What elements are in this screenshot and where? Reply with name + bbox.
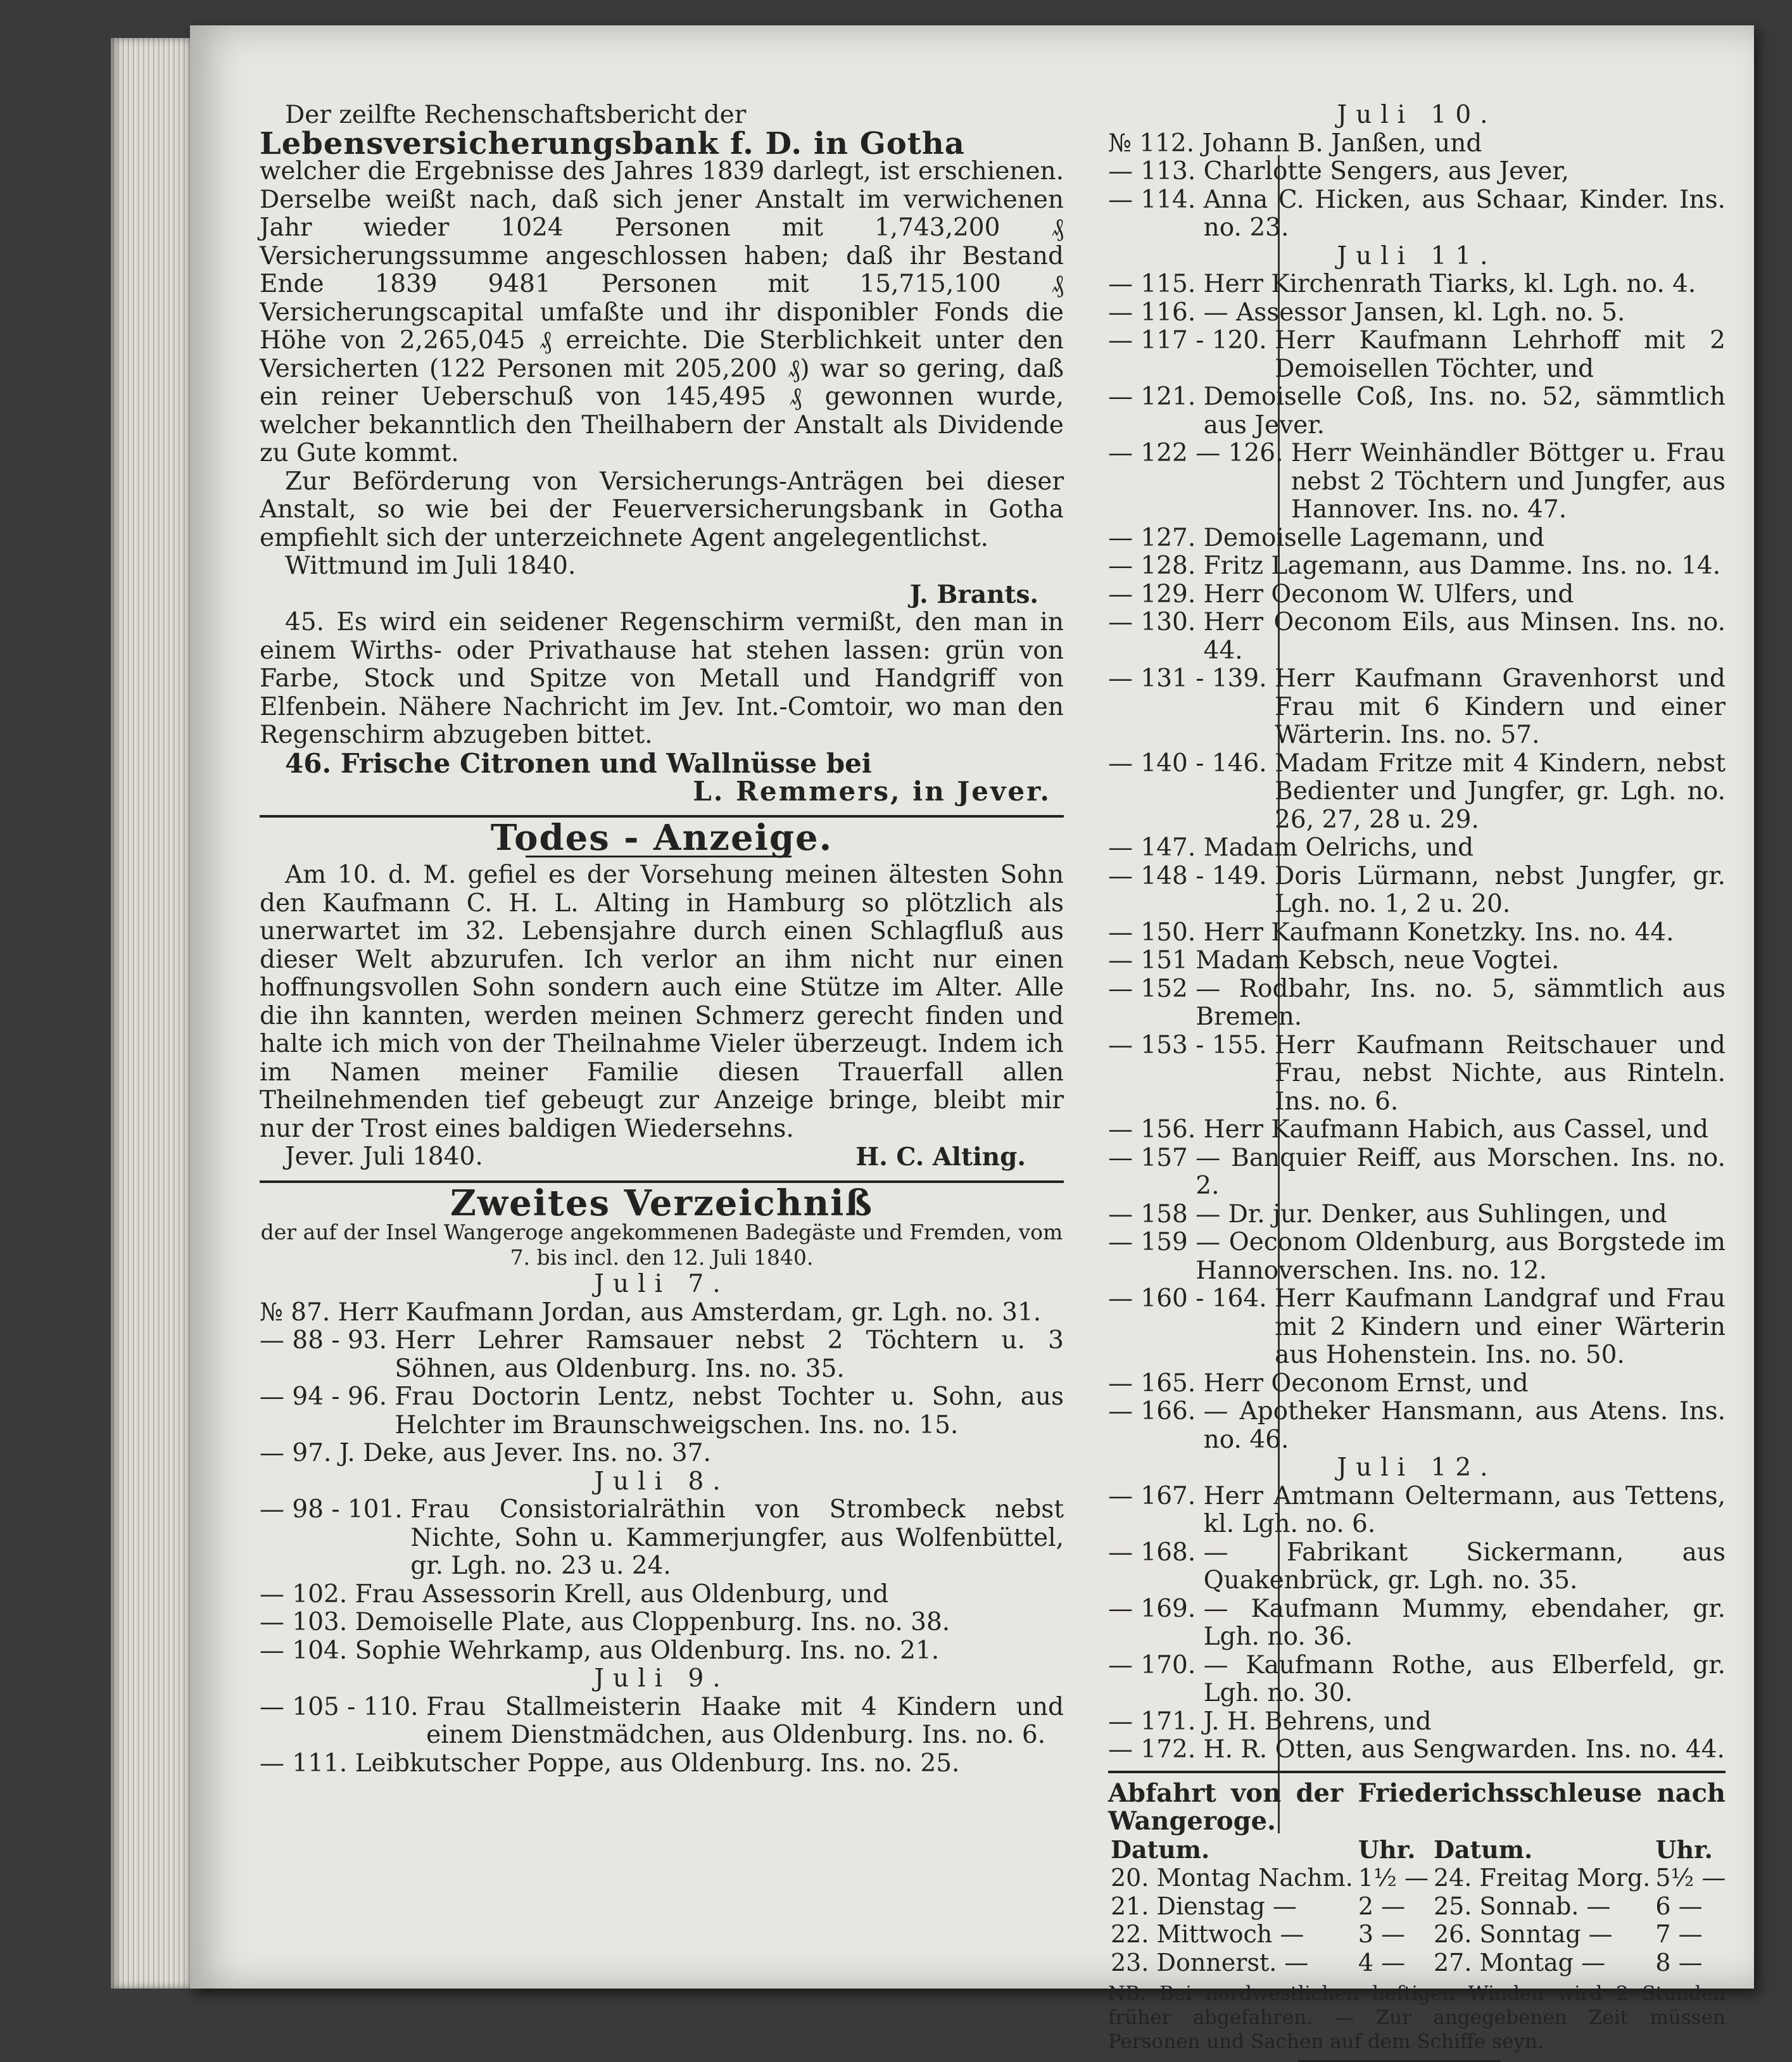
register-entry-number: — 159 xyxy=(1108,1228,1188,1256)
notice-44-title: Lebensversicherungsbank f. D. in Gotha xyxy=(260,125,965,161)
register-entry-text: Herr Kirchenrath Tiarks, kl. Lgh. no. 4. xyxy=(1203,270,1696,298)
register-entry xyxy=(1108,1539,1726,1595)
register-entry xyxy=(260,1609,1064,1637)
register-entry-number: № 112. xyxy=(1108,129,1195,158)
register-entry xyxy=(260,1750,1064,1778)
register-entry xyxy=(1108,440,1726,524)
schedule-cell: 7 — xyxy=(1655,1920,1703,1948)
register-entry-number: — 131 - 139. xyxy=(1108,664,1267,693)
register-entry xyxy=(1108,1370,1726,1398)
register-entry xyxy=(1108,1116,1726,1144)
register-entry-text: — Oeconom Oldenburg, aus Borgstede im Hannoverschen. Ins. no. 12. xyxy=(1196,1228,1726,1285)
register-entry xyxy=(1108,609,1726,665)
death-notice-signature-row xyxy=(260,1143,1064,1172)
register-entry-text: J. Deke, aus Jever. Ins. no. 37. xyxy=(339,1439,711,1467)
register-entry-number: — 160 - 164. xyxy=(1108,1284,1267,1313)
register-entry xyxy=(260,1439,1064,1468)
schedule-rule xyxy=(1108,1771,1726,1773)
register-entry-text: Herr Kaufmann Habich, aus Cassel, und xyxy=(1203,1115,1709,1144)
register-entry xyxy=(1108,1285,1726,1370)
register-entry-text: Herr Oeconom W. Ulfers, und xyxy=(1203,579,1574,609)
register-entry-text: Frau Stallmeisterin Haake mit 4 Kindern und einem Dienstmädchen, aus Oldenburg. Ins. no. 6. xyxy=(426,1692,1064,1749)
register-entry-number: — 111. xyxy=(260,1749,348,1778)
register-entry-number: — 152 xyxy=(1108,974,1188,1003)
register-entry xyxy=(1108,665,1726,750)
register-entry xyxy=(1108,1736,1726,1764)
register-entry-number: — 117 - 120. xyxy=(1108,326,1267,355)
register-entry-text: — Apotheker Hansmann, aus Atens. Ins. no. 46. xyxy=(1203,1397,1726,1454)
notice-44-body-2: Zur Beförderung von Versicherungs-Anträgen bei dieser Anstalt, so wie bei der Feuerversicherungsbank in Gotha empfiehlt sich der unterzeichnete Agent angelegentlichst. xyxy=(260,467,1064,552)
register-entry xyxy=(1108,1229,1726,1285)
register-entry-number: — 148 - 149. xyxy=(1108,861,1267,890)
register-entry-text: — Banquier Reiff, aus Morschen. Ins. no. 2. xyxy=(1196,1143,1726,1200)
register-entry-text: Herr Kaufmann Reitschauer und Frau, nebst Nichte, aus Rinteln. Ins. no. 6. xyxy=(1275,1030,1726,1116)
register-entry xyxy=(1108,552,1726,581)
register-entry-number: — 98 - 101. xyxy=(260,1495,403,1524)
register-right-list xyxy=(1108,101,1726,1764)
register-entry-text: Herr Oeconom Eils, aus Minsen. Ins. no. 44. xyxy=(1203,608,1726,665)
register-entry-number: — 172. xyxy=(1108,1735,1196,1764)
register-entry-text: Demoiselle Coß, Ins. no. 52, sämmtlich aus Jever. xyxy=(1203,383,1726,440)
schedule-cell: 1½ — xyxy=(1358,1864,1429,1892)
register-entry xyxy=(1108,975,1726,1032)
schedule-title: Abfahrt von der Friederichsschleuse nach Wangeroge. xyxy=(1108,1778,1726,1836)
register-entry-number: — 94 - 96. xyxy=(260,1382,388,1411)
register-date-heading: Juli 11. xyxy=(1337,241,1497,270)
register-entry-number: — 102. xyxy=(260,1579,348,1609)
schedule-header-row xyxy=(1108,1836,1728,1864)
register-entry-text: Fritz Lagemann, aus Damme. Ins. no. 14. xyxy=(1203,552,1721,580)
schedule-header-date-2: Datum. xyxy=(1433,1835,1533,1864)
register-entry-text: — Fabrikant Sickermann, aus Quakenbrück, gr. Lgh. no. 35. xyxy=(1203,1538,1726,1595)
register-date-heading: Juli 7. xyxy=(594,1270,729,1298)
notice-44-place: Wittmund im Juli 1840. xyxy=(285,552,576,580)
register-entry xyxy=(1108,1652,1726,1708)
register-entry-text: Herr Kaufmann Konetzky. Ins. no. 44. xyxy=(1203,918,1674,947)
notice-46-signer: L. Remmers, in Jever. xyxy=(693,776,1051,807)
register-entry xyxy=(1108,186,1726,243)
register-entry xyxy=(1108,750,1726,835)
notice-44-signer: J. Brants. xyxy=(909,579,1038,609)
register-entry-text: Herr Amtmann Oeltermann, aus Tettens, kl. Lgh. no. 6. xyxy=(1203,1481,1726,1538)
notice-45: 45. Es wird ein seidener Regenschirm vermißt, den man in einem Wirths- oder Privathause hat stehen lassen: grün von Farbe, Stock und Spitze von Metall und Handgriff von Elfenbein. Nähere Nachricht im Jev. Int.-Comtoir, wo man den Regenschirm abzugeben bittet. xyxy=(260,608,1064,749)
schedule-header-date-1: Datum. xyxy=(1111,1835,1210,1864)
register-entry-number: — 153 - 155. xyxy=(1108,1030,1267,1059)
register-entry xyxy=(1108,1032,1726,1116)
register-entry xyxy=(1108,130,1726,158)
schedule-cell: 8 — xyxy=(1655,1948,1703,1977)
register-entry xyxy=(1108,299,1726,327)
register-entry-number: — 129. xyxy=(1108,579,1196,609)
register-entry-text: Doris Lürmann, nebst Jungfer, gr. Lgh. no. 1, 2 u. 20. xyxy=(1275,861,1726,918)
register-entry-text: Madam Fritze mit 4 Kindern, nebst Bedienter und Jungfer, gr. Lgh. no. 26, 27, 28 u. 29. xyxy=(1275,749,1726,834)
register-entry-number: — 156. xyxy=(1108,1115,1196,1144)
register-entry-text: Herr Kaufmann Gravenhorst und Frau mit 6 Kindern und einer Wärterin. Ins. no. 57. xyxy=(1275,664,1726,749)
schedule-cell: 25. Sonnab. — xyxy=(1433,1892,1611,1920)
register-entry-number: — 151 xyxy=(1108,946,1188,975)
schedule-cell: 24. Freitag Morg. xyxy=(1433,1864,1651,1892)
register-date-heading: Juli 12. xyxy=(1337,1453,1497,1482)
register-entry xyxy=(260,1581,1064,1609)
register-entry-text: — Dr. jur. Denker, aus Suhlingen, und xyxy=(1196,1199,1667,1229)
schedule-table xyxy=(1108,1836,1728,1977)
register-date-heading: Juli 10. xyxy=(1337,101,1497,129)
death-notice-signer: H. C. Alting. xyxy=(855,1142,1026,1172)
register-entry-number: — 170. xyxy=(1108,1650,1196,1679)
register-entry-number: — 158 xyxy=(1108,1199,1188,1229)
schedule-header-time-1: Uhr. xyxy=(1358,1835,1416,1864)
schedule-cell: 5½ — xyxy=(1655,1864,1726,1892)
register-entry-number: № 87. xyxy=(260,1298,331,1327)
register-entry xyxy=(1108,919,1726,947)
register-entry-text: Madam Kebsch, neue Vogtei. xyxy=(1196,946,1560,975)
schedule-header-time-2: Uhr. xyxy=(1655,1835,1713,1864)
register-entry-text: Frau Doctorin Lentz, nebst Tochter u. Sohn, aus Helchter im Braunschweigschen. Ins. no. 15. xyxy=(394,1382,1064,1439)
register-entry-number: — 128. xyxy=(1108,552,1196,580)
register-entry-text: Charlotte Sengers, aus Jever, xyxy=(1203,157,1570,186)
register-entry-text: Herr Kaufmann Jordan, aus Amsterdam, gr. Lgh. no. 31. xyxy=(338,1298,1042,1327)
register-entry-number: — 168. xyxy=(1108,1538,1196,1567)
death-notice-body: Am 10. d. M. gefiel es der Vorsehung meinen ältesten Sohn den Kaufmann C. H. L. Alting in Hamburg so plötzlich als unerwartet im 32. Lebensjahre durch einen Schlagfluß aus dieser Welt abzurufen. Ich verlor an ihm nicht nur einen hoffnungsvollen Sohn sondern auch eine Stütze im Alter. Alle die ihn kannten, werden meinen Schmerz gerecht finden und halte ich mich von der Theilnahme Vieler überzeugt. Indem ich im Namen meiner Familie diesen Trauerfall allen Theilnehmenden tief gebeugt zur Anzeige bringe, bleibt mir nur der Trost eines baldigen Wiedersehns. xyxy=(260,861,1064,1143)
schedule-cell: 6 — xyxy=(1655,1892,1703,1920)
register-entry-number: — 147. xyxy=(1108,833,1196,862)
register-entry-number: — 130. xyxy=(1108,608,1196,636)
register-entry-text: H. R. Otten, aus Sengwarden. Ins. no. 44. xyxy=(1203,1735,1725,1764)
register-entry-number: — 169. xyxy=(1108,1594,1196,1623)
register-entry-text: Frau Consistorialräthin von Strombeck nebst Nichte, Sohn u. Kammerjungfer, aus Wolfenbüttel, gr. Lgh. no. 23 u. 24. xyxy=(410,1495,1064,1580)
register-entry-text: Herr Kaufmann Lehrhoff mit 2 Demoisellen Töchter, und xyxy=(1275,326,1726,383)
schedule-cell: 4 — xyxy=(1358,1948,1406,1977)
register-subheading: der auf der Insel Wangeroge angekommenen Badegäste und Fremden, vom 7. bis incl. den 12. Juli 1840. xyxy=(260,1220,1063,1270)
register-entry-number: — 105 - 110. xyxy=(260,1692,419,1721)
schedule-row xyxy=(1108,1920,1728,1949)
schedule-row xyxy=(1108,1892,1728,1921)
register-entry-text: Demoiselle Plate, aus Cloppenburg. Ins. no. 38. xyxy=(355,1608,950,1636)
register-entry-number: — 114. xyxy=(1108,185,1196,214)
register-entry-number: — 167. xyxy=(1108,1481,1196,1510)
register-entry-text: Leibkutscher Poppe, aus Oldenburg. Ins. no. 25. xyxy=(355,1749,960,1778)
schedule-cell: 2 — xyxy=(1358,1892,1406,1920)
register-date-heading: Juli 8. xyxy=(594,1467,729,1496)
schedule-cell: 21. Dienstag — xyxy=(1111,1892,1297,1920)
schedule-cell: 27. Montag — xyxy=(1433,1948,1606,1977)
left-column xyxy=(260,101,1064,1778)
register-entry xyxy=(1108,947,1726,975)
register-entry-text: Herr Weinhändler Böttger u. Frau nebst 2 Töchtern und Jungfer, aus Hannover. Ins. no. 47. xyxy=(1290,439,1726,524)
right-column xyxy=(1108,101,1726,2062)
register-entry xyxy=(1108,1483,1726,1539)
register-entry xyxy=(1108,327,1726,383)
register-entry-number: — 150. xyxy=(1108,918,1196,947)
register-entry-text: — Rodbahr, Ins. no. 5, sämmtlich aus Bremen. xyxy=(1196,974,1726,1031)
register-entry-text: Demoiselle Lagemann, und xyxy=(1203,523,1545,552)
register-entry xyxy=(1108,158,1726,186)
book-page-edges xyxy=(111,38,199,1989)
register-entry-number: — 113. xyxy=(1108,157,1196,186)
register-entry xyxy=(1108,581,1726,609)
schedule-cell: 3 — xyxy=(1358,1920,1406,1948)
register-entry xyxy=(1108,1201,1726,1229)
register-entry-number: — 88 - 93. xyxy=(260,1326,388,1355)
register-entry xyxy=(260,1637,1064,1666)
register-entry-number: — 104. xyxy=(260,1636,348,1665)
register-entry-number: — 165. xyxy=(1108,1369,1196,1398)
register-entry-text: Herr Lehrer Ramsauer nebst 2 Töchtern u. 3 Söhnen, aus Oldenburg. Ins. no. 35. xyxy=(394,1326,1064,1383)
register-entry-text: — Kaufmann Mummy, ebendaher, gr. Lgh. no. 36. xyxy=(1203,1594,1726,1651)
register-entry xyxy=(1108,1144,1726,1201)
register-entry-number: — 122 — 126. xyxy=(1108,439,1284,467)
register-entry-text: — Kaufmann Rothe, aus Elberfeld, gr. Lgh. no. 30. xyxy=(1203,1650,1726,1707)
register-entry-number: — 97. xyxy=(260,1439,332,1467)
register-entry xyxy=(260,1496,1064,1581)
schedule-cell: 20. Montag Nachm. xyxy=(1111,1864,1353,1892)
register-entry xyxy=(1108,383,1726,440)
register-heading: Zweites Verzeichniß xyxy=(450,1182,873,1224)
register-entry-text: Johann B. Janßen, und xyxy=(1202,129,1482,158)
register-entry-number: — 116. xyxy=(1108,298,1196,327)
schedule-cell: 22. Mittwoch — xyxy=(1111,1920,1304,1948)
notice-44-heading: Der zeilfte Rechenschaftsbericht der xyxy=(285,101,747,129)
register-entry-text: Herr Kaufmann Landgraf und Frau mit 2 Kindern und einer Wärterin aus Hohenstein. Ins. no. 50. xyxy=(1275,1284,1726,1369)
register-entry-text: Sophie Wehrkamp, aus Oldenburg. Ins. no. 21. xyxy=(355,1636,940,1665)
register-entry-text: — Assessor Jansen, kl. Lgh. no. 5. xyxy=(1203,298,1625,327)
schedule-note: NB. Bei nordwestlichen heftigen Winden wird 2 Stunden früher abgefahren. — Zur angegebenen Zeit müssen Personen und Sachen auf dem Schiffe seyn. xyxy=(1108,1982,1726,2053)
notice-46: 46. Frische Citronen und Wallnüsse bei xyxy=(285,747,872,779)
death-notice-place: Jever. Juli 1840. xyxy=(285,1142,483,1171)
register-entry-number: — 127. xyxy=(1108,523,1196,552)
schedule-cell: 23. Donnerst. — xyxy=(1111,1948,1309,1977)
register-entry-number: — 157 xyxy=(1108,1143,1188,1172)
notice-44-body: welcher die Ergebnisse des Jahres 1839 darlegt, ist erschienen. Derselbe weißt nach, daß sich jener Anstalt im verwichenen Jahr wieder 1024 Personen mit 1,743,200 ₰ Versicherungssumme angeschlossen haben; daß ihr Bestand Ende 1839 9481 Personen mit 15,715,100 ₰ Versicherungscapital umfaßte und ihr disponibler Fonds die Höhe von 2,265,045 ₰ erreichte. Die Sterblichkeit unter den Versicherten (122 Personen mit 205,200 ₰) war so gering, daß ein reiner Ueberschuß von 145,495 ₰ gewonnen wurde, welcher bekanntlich den Theilhabern der Anstalt als Dividende zu Gute kommt. xyxy=(260,157,1064,467)
register-entry xyxy=(1108,834,1726,863)
schedule-cell: 26. Sonntag — xyxy=(1433,1920,1613,1948)
register-entry xyxy=(260,1693,1064,1750)
register-entry xyxy=(260,1327,1064,1383)
register-entry xyxy=(1108,863,1726,919)
register-entry-number: — 115. xyxy=(1108,270,1196,298)
register-entry xyxy=(260,1299,1064,1327)
register-entry-text: Madam Oelrichs, und xyxy=(1203,833,1474,862)
register-entry xyxy=(1108,1398,1726,1454)
register-entry-text: Anna C. Hicken, aus Schaar, Kinder. Ins. no. 23. xyxy=(1203,185,1726,242)
register-entry-text: Herr Oeconom Ernst, und xyxy=(1203,1369,1529,1398)
register-date-heading: Juli 9. xyxy=(594,1664,729,1693)
schedule-row xyxy=(1108,1949,1728,1977)
register-entry-number: — 171. xyxy=(1108,1707,1196,1736)
register-entry-number: — 103. xyxy=(260,1608,348,1636)
register-entry xyxy=(260,1383,1064,1439)
register-entry-number: — 140 - 146. xyxy=(1108,749,1267,778)
death-notice-heading: Todes - Anzeige. xyxy=(490,816,833,859)
register-entry xyxy=(1108,524,1726,553)
register-entry xyxy=(1108,270,1726,299)
register-left-list xyxy=(260,1270,1064,1778)
schedule-row xyxy=(1108,1864,1728,1892)
register-entry-number: — 121. xyxy=(1108,383,1196,411)
register-entry-text: Frau Assessorin Krell, aus Oldenburg, und xyxy=(355,1579,889,1609)
register-entry-text: J. H. Behrens, und xyxy=(1203,1707,1432,1736)
register-entry xyxy=(1108,1708,1726,1736)
register-entry xyxy=(1108,1595,1726,1652)
register-entry-number: — 166. xyxy=(1108,1397,1196,1426)
